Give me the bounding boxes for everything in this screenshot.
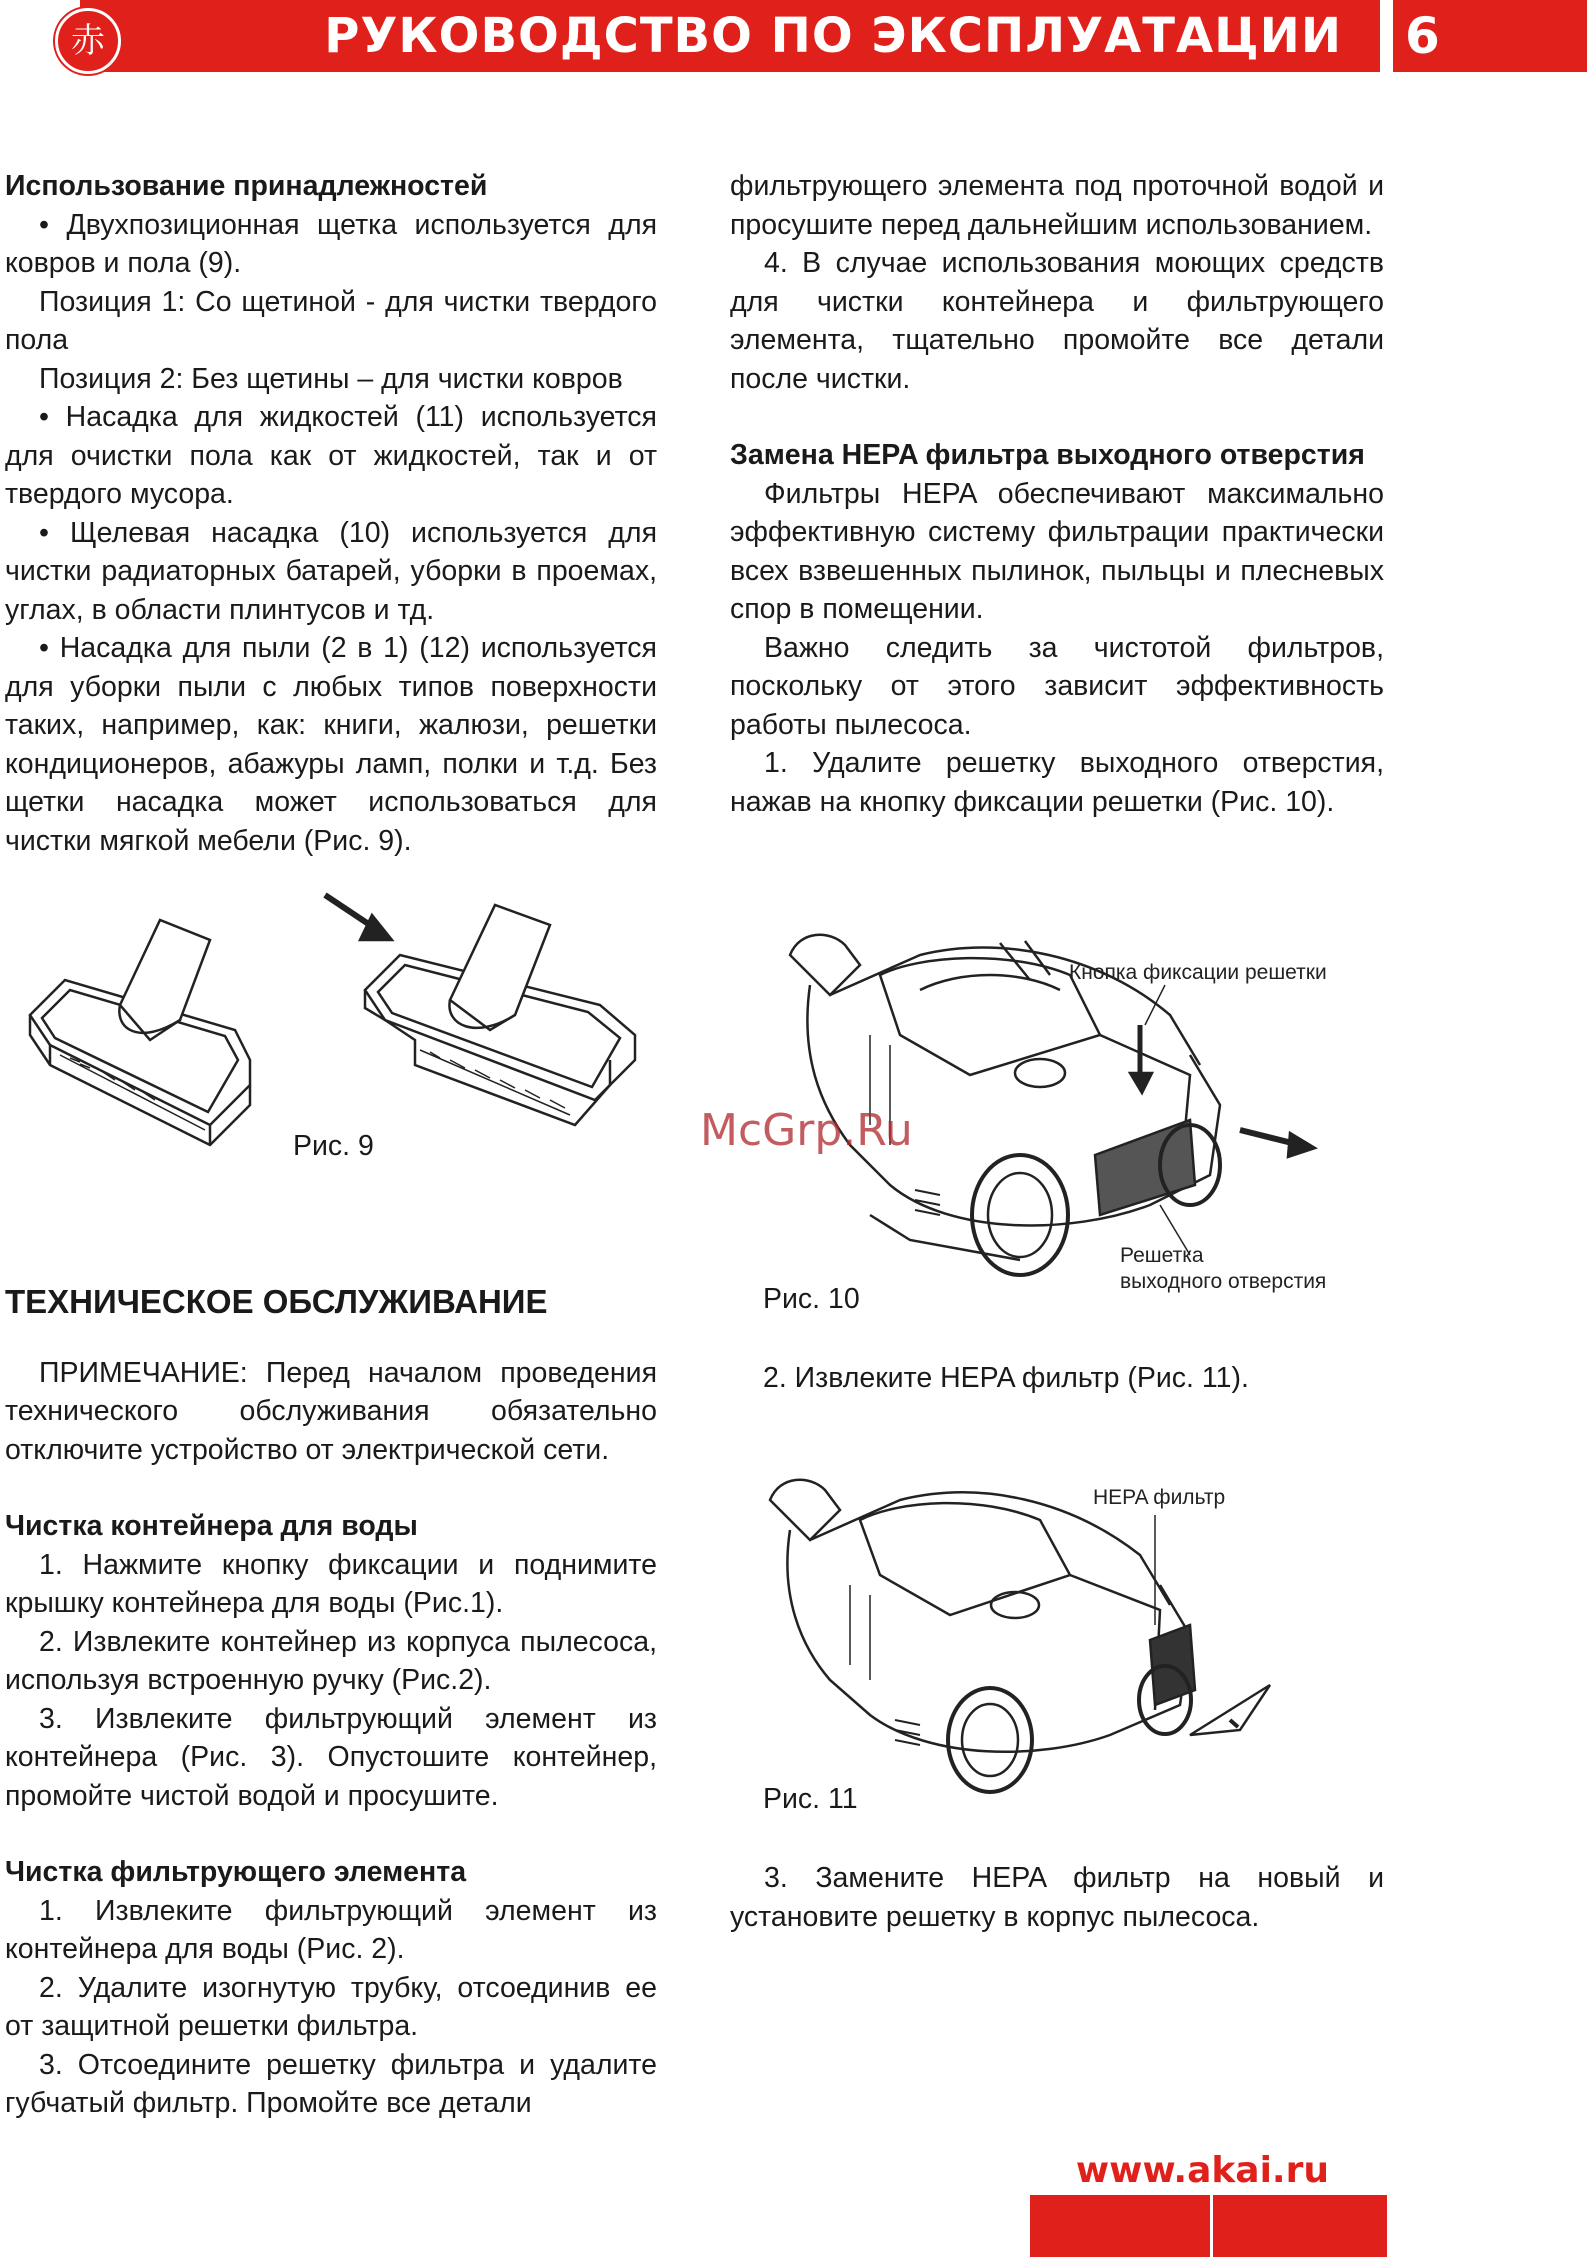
paragraph: 3. Извлеките фильтрующий элемент из контейнера (Рис. 3). Опустошите контейнер, промойте чистой водой и просушите. — [5, 1702, 657, 1812]
paragraph: 2. Извлеките контейнер из корпуса пылесоса, используя встроенную ручку (Рис.2). — [5, 1625, 657, 1696]
maintenance-heading: ТЕХНИЧЕСКОЕ ОБСЛУЖИВАНИЕ — [5, 1283, 548, 1320]
paragraph: 1. Извлеките фильтрующий элемент из контейнера для воды (Рис. 2). — [5, 1894, 657, 1965]
right-column-step3 — [730, 1859, 1384, 1936]
figure-10-button-label: Кнопка фиксации решетки — [1069, 961, 1327, 984]
note-paragraph: ПРИМЕЧАНИЕ: Перед началом проведения технического обслуживания обязательно отключите устройство от электрической сети. — [5, 1356, 657, 1466]
figure-11-vacuum-hepa — [760, 1465, 1280, 1795]
footer-bar — [1030, 2195, 1387, 2257]
paragraph: 3. Замените HEPA фильтр на новый и установите решетку в корпус пылесоса. — [730, 1862, 1384, 1933]
paragraph: • Насадка для жидкостей (11) используется для очистки пола как от жидкостей, так и от твердого мусора. — [5, 401, 657, 510]
paragraph: 2. Извлеките HEPA фильтр (Рис. 11). — [763, 1362, 1249, 1394]
accessories-heading: Использование принадлежностей — [5, 170, 488, 202]
footer-divider — [1210, 2195, 1213, 2257]
paragraph: • Щелевая насадка (10) используется для чистки радиаторных батарей, уборки в проемах, углах, в области плинтусов и тд. — [5, 516, 657, 626]
page-number: 6 — [1405, 7, 1440, 65]
hepa-heading: Замена HEPA фильтра выходного отверстия — [730, 439, 1365, 471]
header-title: РУКОВОДСТВО ПО ЭКСПЛУАТАЦИИ — [324, 8, 1342, 64]
paragraph: • Двухпозиционная щетка используется для ковров и пола (9). — [5, 208, 657, 279]
footer-website-link[interactable]: www.akai.ru — [1075, 2150, 1329, 2191]
figure-10-grille-label-line1: Решетка — [1120, 1244, 1204, 1267]
paragraph: • Насадка для пыли (2 в 1) (12) используется для уборки пыли с любых типов поверхности таких, например, как: книги, жалюзи, решетки кондиционеров, абажуры ламп, полки и т.д. Без щетки насадка может использоваться для чистки мягкой мебели (Рис. 9). — [5, 632, 657, 857]
paragraph: 1. Удалите решетку выходного отверстия, нажав на кнопку фиксации решетки (Рис. 10). — [730, 747, 1384, 818]
figure-10-grille-label-line2: выходного отверстия — [1120, 1270, 1327, 1293]
figure-9-brushes — [20, 880, 660, 1150]
page-header — [0, 0, 1587, 72]
water-container-heading: Чистка контейнера для воды — [5, 1510, 418, 1542]
paragraph: 1. Нажмите кнопку фиксации и поднимите крышку контейнера для воды (Рис.1). — [5, 1548, 657, 1619]
figure-11-hepa-label: HEPA фильтр — [1093, 1486, 1226, 1509]
right-column-step2 — [763, 1359, 1383, 1398]
paragraph: Позиция 2: Без щетины – для чистки ковров — [39, 362, 623, 395]
paragraph: Позиция 1: Со щетиной - для чистки твердого пола — [5, 285, 657, 356]
figure-9-caption: Рис. 9 — [293, 1130, 374, 1162]
figure-11-caption: Рис. 11 — [763, 1783, 858, 1815]
left-column-upper — [5, 167, 657, 860]
paragraph: Фильтры HEPA обеспечивают максимально эффективную систему фильтрации практически всех взвешенных пылинок, пыльцы и плесневых спор в помещении. — [730, 477, 1384, 625]
left-column-lower — [5, 1283, 657, 2123]
paragraph: фильтрующего элемента под проточной водой и просушите перед дальнейшим использованием. — [730, 170, 1384, 241]
akai-logo-icon: 赤 — [55, 8, 121, 74]
right-column-upper — [730, 167, 1384, 821]
paragraph: 2. Удалите изогнутую трубку, отсоединив ее от защитной решетки фильтра. — [5, 1971, 657, 2042]
watermark: McGrp.Ru — [700, 1105, 913, 1156]
paragraph: Важно следить за чистотой фильтров, поскольку от этого зависит эффективность работы пылесоса. — [730, 631, 1384, 741]
filter-element-heading: Чистка фильтрующего элемента — [5, 1856, 467, 1888]
paragraph: 3. Отсоедините решетку фильтра и удалите губчатый фильтр. Промойте все детали — [5, 2048, 657, 2119]
figure-10-caption: Рис. 10 — [763, 1283, 860, 1315]
paragraph: 4. В случае использования моющих средств для чистки контейнера и фильтрующего элемента, тщательно промойте все детали после чистки. — [730, 247, 1384, 395]
